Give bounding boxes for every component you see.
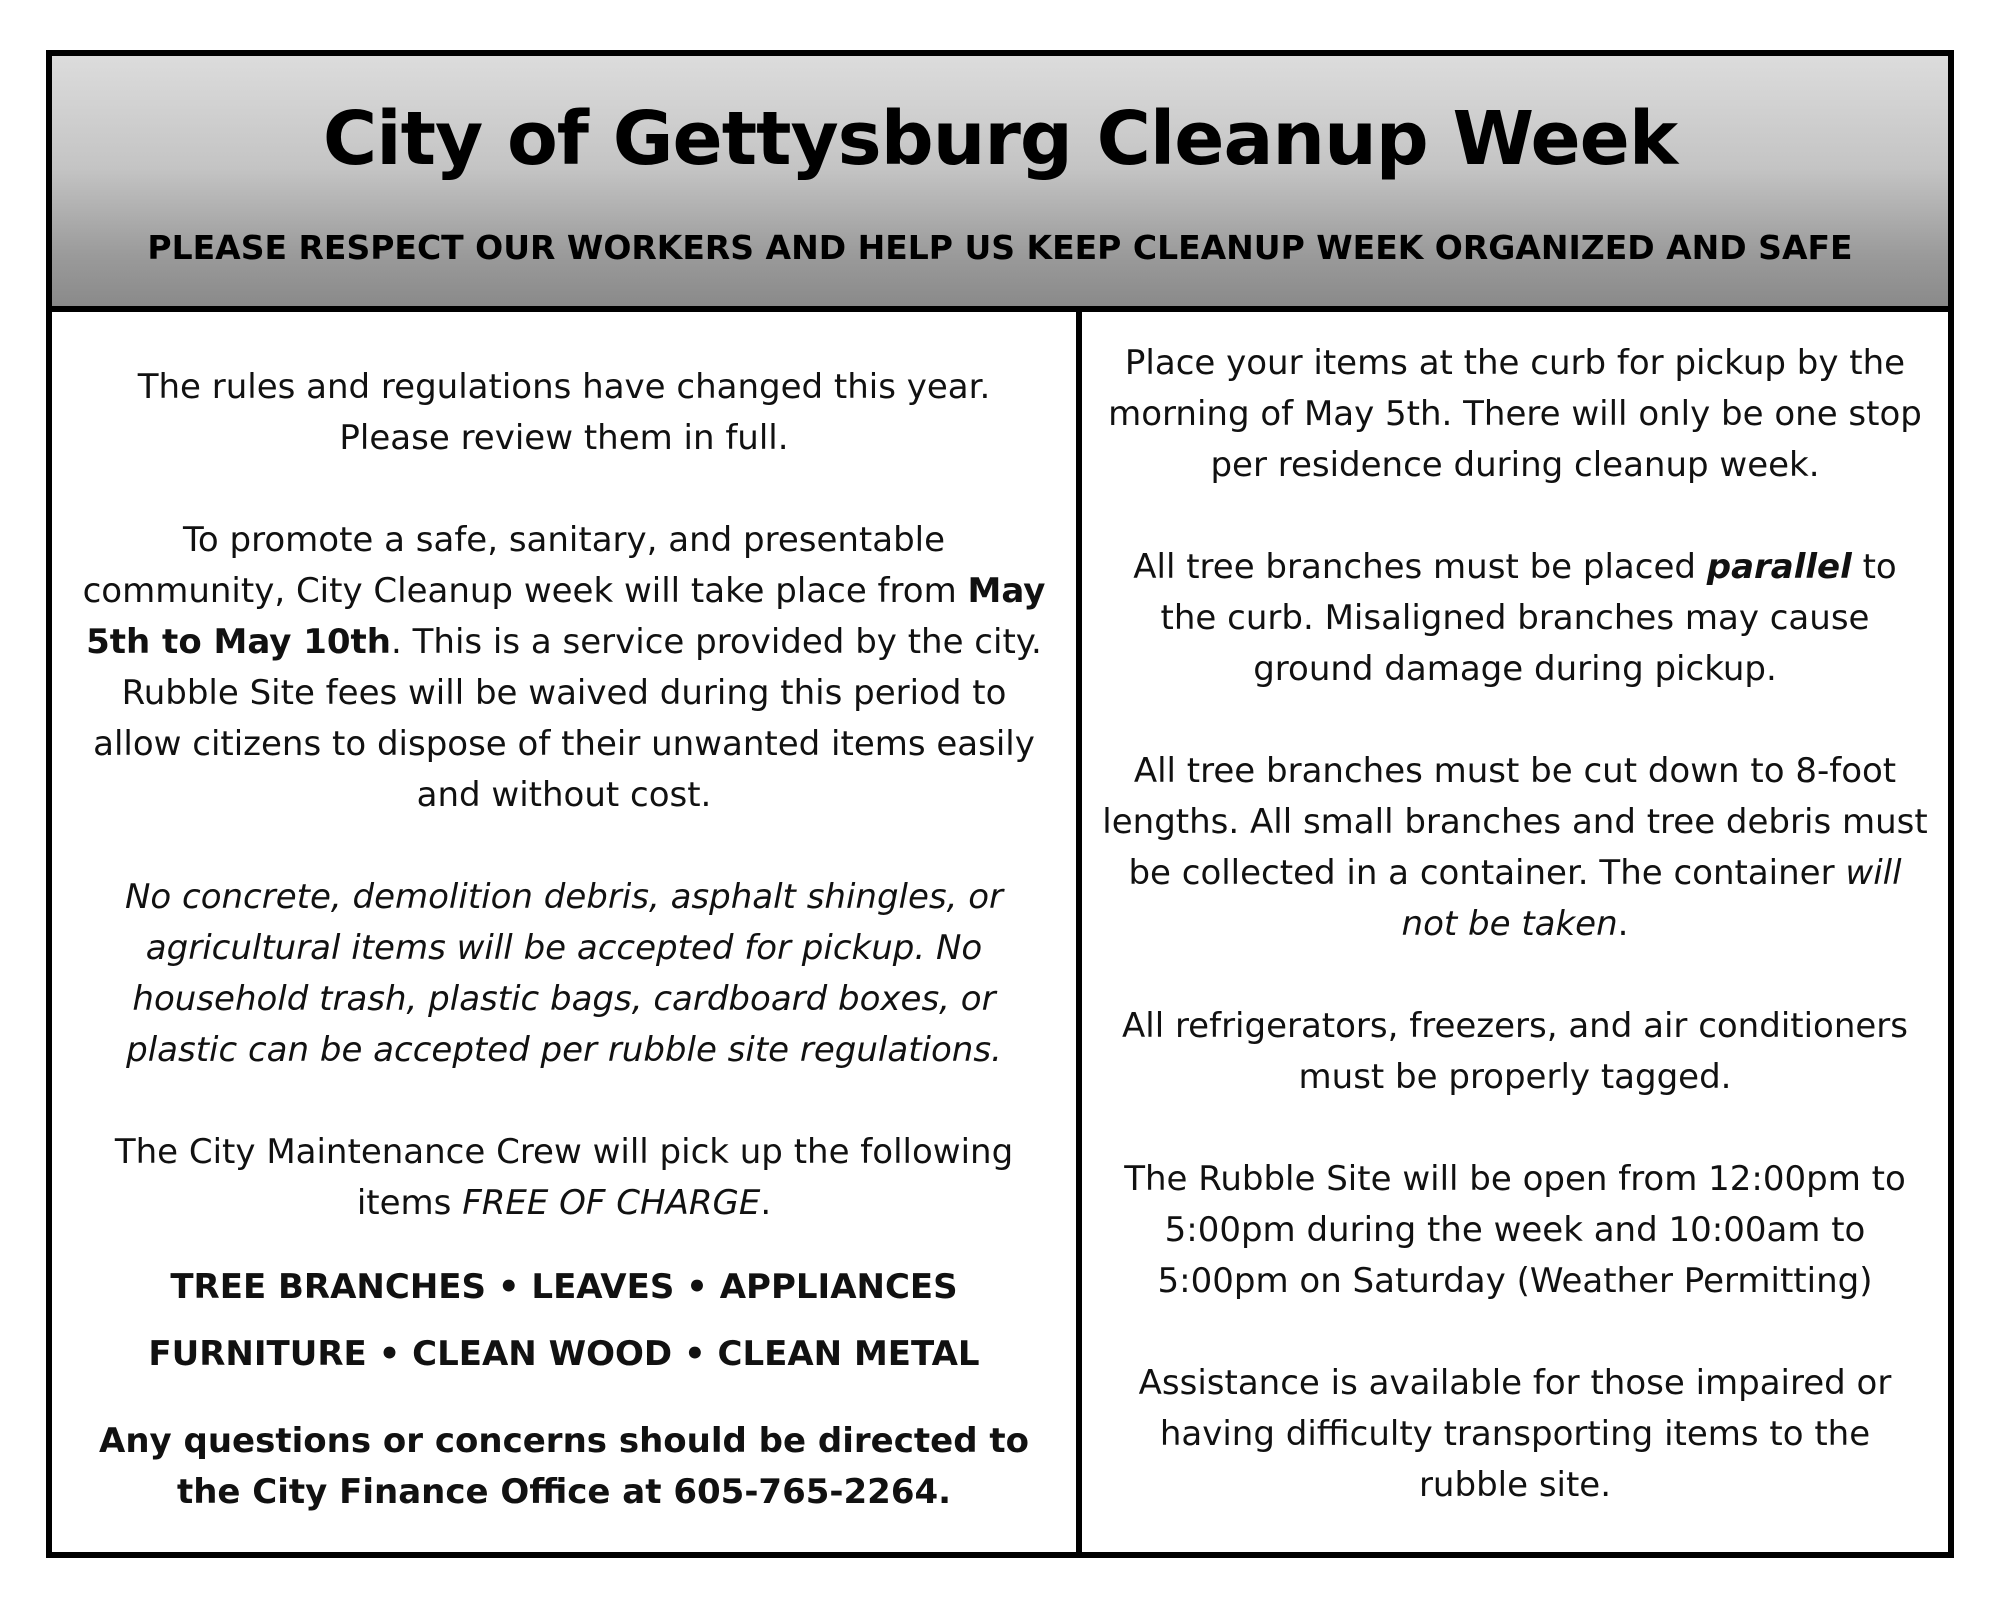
free-pickup-paragraph bbox=[82, 1127, 1046, 1229]
cleanup-dates-paragraph bbox=[82, 515, 1046, 821]
rubble-site-hours-paragraph: The Rubble Site will be open from 12:00pm to 5:00pm during the week and 10:00am to 5:00pm on Saturday (Weather Permitting) bbox=[1124, 1159, 1906, 1301]
rules-changed-notice bbox=[82, 362, 1046, 464]
header-banner bbox=[52, 56, 1948, 312]
left-column bbox=[52, 312, 1076, 1552]
excluded-items-paragraph: No concrete, demolition debris, asphalt shingles, or agricultural items will be accepted for pickup. No household trash, plastic bags, cardboard boxes, or plastic can be accepted per rubble site regulations. bbox=[124, 877, 1004, 1070]
branch-length-intro: All tree branches must be cut down to 8-foot lengths. All small branches and tree debris must be collected in a container. The container bbox=[1102, 751, 1928, 893]
assistance-paragraph: Assistance is available for those impaired or having difficulty transporting items to the rubble site. bbox=[1138, 1363, 1892, 1505]
curb-placement-paragraph: Place your items at the curb for pickup by the morning of May 5th. There will only be one stop per residence during cleanup week. bbox=[1108, 343, 1922, 485]
accepted-categories-row1: TREE BRANCHES • LEAVES • APPLIANCES bbox=[170, 1267, 958, 1307]
cleanup-dates: May 5th to May 10th bbox=[86, 571, 1046, 662]
notice-frame bbox=[46, 50, 1954, 1558]
appliance-tag-paragraph: All refrigerators, freezers, and air conditioners must be properly tagged. bbox=[1121, 1006, 1909, 1097]
cleanup-dates-details: . This is a service provided by the city. Rubble Site fees will be waived during this period to allow citizens to dispose of their unwanted items easily and without cost. bbox=[93, 622, 1042, 815]
rules-changed-line1: The rules and regulations have changed this year. bbox=[137, 367, 991, 407]
parallel-emphasis: parallel bbox=[1706, 547, 1852, 587]
free-pickup-end: . bbox=[760, 1183, 772, 1223]
branch-length-paragraph bbox=[1102, 746, 1928, 950]
container-not-taken-text: will not be taken bbox=[1401, 853, 1902, 944]
contact-info: Any questions or concerns should be directed to the City Finance Office at 605-765-2264. bbox=[99, 1421, 1029, 1512]
branch-orientation-intro: All tree branches must be placed bbox=[1133, 547, 1707, 587]
rules-changed-line2: Please review them in full. bbox=[339, 418, 789, 458]
page-subtitle: PLEASE RESPECT OUR WORKERS AND HELP US KEEP CLEANUP WEEK ORGANIZED AND SAFE bbox=[147, 228, 1853, 267]
cleanup-dates-intro: To promote a safe, sanitary, and presentable community, City Cleanup week will take place from bbox=[82, 520, 968, 611]
accepted-categories-row2: FURNITURE • CLEAN WOOD • CLEAN METAL bbox=[148, 1334, 980, 1374]
free-of-charge-text: FREE OF CHARGE bbox=[462, 1183, 761, 1223]
branch-length-end: . bbox=[1617, 904, 1629, 944]
branch-orientation-details: to the curb. Misaligned branches may cause ground damage during pickup. bbox=[1160, 547, 1897, 689]
free-pickup-intro: The City Maintenance Crew will pick up the following items bbox=[114, 1132, 1014, 1223]
branch-orientation-paragraph bbox=[1102, 542, 1928, 695]
page-title: City of Gettysburg Cleanup Week bbox=[322, 96, 1678, 182]
right-column bbox=[1082, 312, 1948, 1552]
